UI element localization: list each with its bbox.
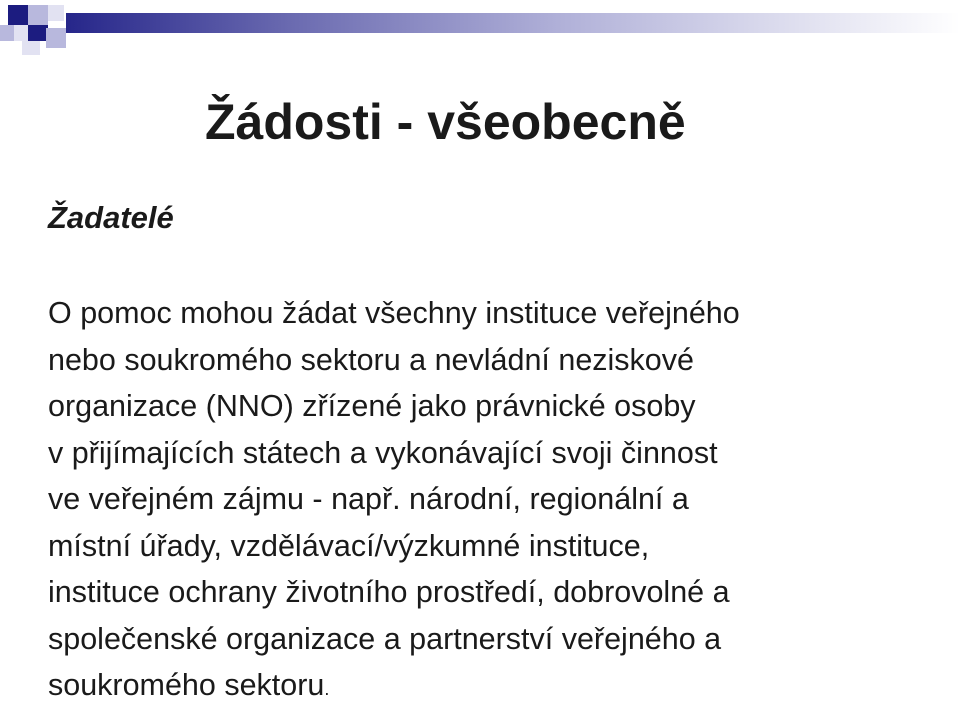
body-line: místní úřady, vzdělávací/výzkumné instituce, (48, 528, 650, 563)
slide-title: Žádosti - všeobecně (205, 94, 686, 150)
header-decoration (0, 0, 960, 60)
decor-square (48, 5, 64, 21)
body-line: organizace (NNO) zřízené jako právnické osoby (48, 389, 696, 423)
body-line: O pomoc mohou žádat všechny instituce veřejného (48, 296, 740, 330)
body-line: společenské organizace a partnerství veřejného a (48, 621, 722, 656)
body-line: v přijímajících státech a vykonávající svoji činnost (48, 435, 718, 470)
body-end-period: . (324, 679, 330, 699)
decor-square (46, 28, 66, 48)
body-line: ve veřejném zájmu - např. národní, regionální a (48, 482, 689, 516)
body-line: nebo soukromého sektoru a nevládní neziskové (48, 342, 694, 377)
slide-body (48, 290, 948, 713)
decor-square (28, 25, 48, 41)
decor-square (22, 41, 40, 55)
decor-square (28, 5, 48, 25)
decor-square (14, 25, 28, 41)
body-line-last (48, 662, 948, 713)
body-line-text: soukromého sektoru (48, 668, 325, 702)
header-gradient-band (66, 13, 960, 33)
decor-square (8, 5, 28, 25)
decor-square (0, 25, 14, 41)
body-line: instituce ochrany životního prostředí, dobrovolné a (48, 575, 730, 609)
slide-subtitle: Žadatelé (48, 200, 174, 235)
